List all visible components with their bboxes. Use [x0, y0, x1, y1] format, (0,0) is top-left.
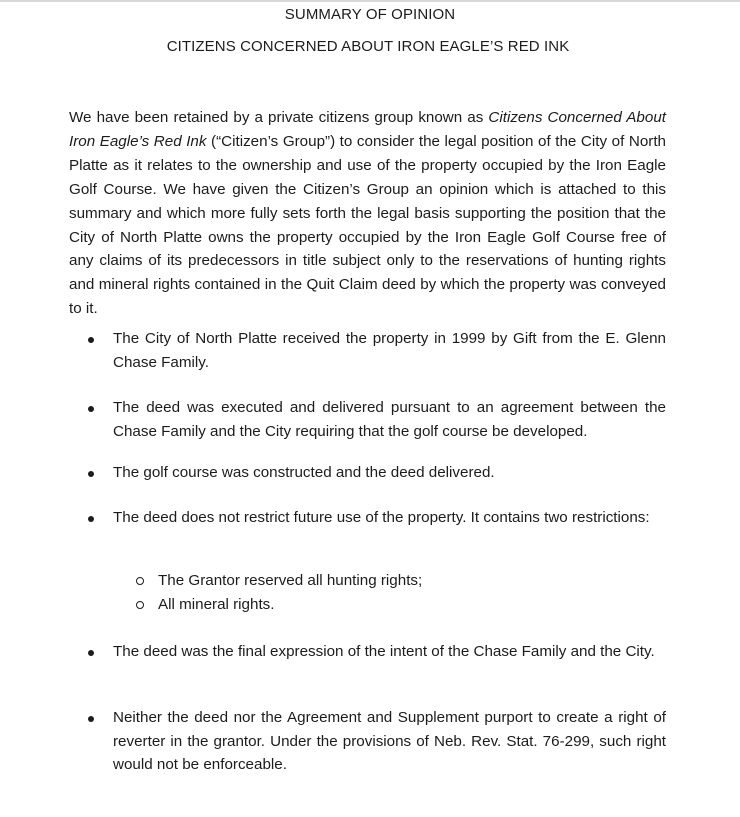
- hollow-bullet-icon: [136, 577, 144, 585]
- sub-bullet-text: The Grantor reserved all hunting rights;: [158, 572, 423, 589]
- intro-text-after: (“Citizen’s Group”) to consider the legal position of the City of North Platte as it relates to the ownership and use of the property occupied by the Iron Eagle Golf Course. We have given the Citizen’s Group an opinion which is attached to this summary and which more fully sets forth the legal basis supporting the position that the City of North Platte owns the property occupied by the Iron Eagle Golf Course free of any claims of its predecessors in title subject only to the reservations of hunting rights and mineral rights contained in the Quit Claim deed by which the property was conveyed to it.: [69, 132, 666, 318]
- bullet-text: The golf course was constructed and the deed delivered.: [113, 464, 495, 481]
- bullet-text: Neither the deed nor the Agreement and Supplement purport to create a right of reverter in the grantor. Under the provisions of Neb. Rev. Stat. 76-299, such right would not be enforceable.: [113, 709, 666, 773]
- bullet-text: The deed was executed and delivered pursuant to an agreement between the Chase Family and the City requiring that the golf course be developed.: [113, 399, 666, 440]
- bullet-icon: [88, 516, 94, 522]
- document-title: SUMMARY OF OPINION: [284, 6, 456, 23]
- hollow-bullet-icon: [136, 601, 144, 609]
- intro-paragraph: [69, 106, 666, 321]
- intro-text-before: We have been retained by a private citizens group known as: [69, 109, 489, 126]
- bullet-text: The deed does not restrict future use of the property. It contains two restrictions:: [113, 509, 650, 526]
- sub-bullet-text: All mineral rights.: [158, 596, 275, 613]
- bullet-icon: [88, 650, 94, 656]
- bullet-icon: [88, 716, 94, 722]
- top-rule: [0, 0, 740, 2]
- bullet-text: The deed was the final expression of the intent of the Chase Family and the City.: [113, 643, 655, 660]
- bullet-icon: [88, 337, 94, 343]
- document-subtitle: CITIZENS CONCERNED ABOUT IRON EAGLE’S RED INK: [166, 38, 570, 55]
- bullet-text: The City of North Platte received the property in 1999 by Gift from the E. Glenn Chase Family.: [113, 330, 666, 371]
- group-name: Citizens Concerned About Iron Eagle’s Red Ink: [69, 109, 666, 150]
- bullet-icon: [88, 406, 94, 412]
- bullet-icon: [88, 471, 94, 477]
